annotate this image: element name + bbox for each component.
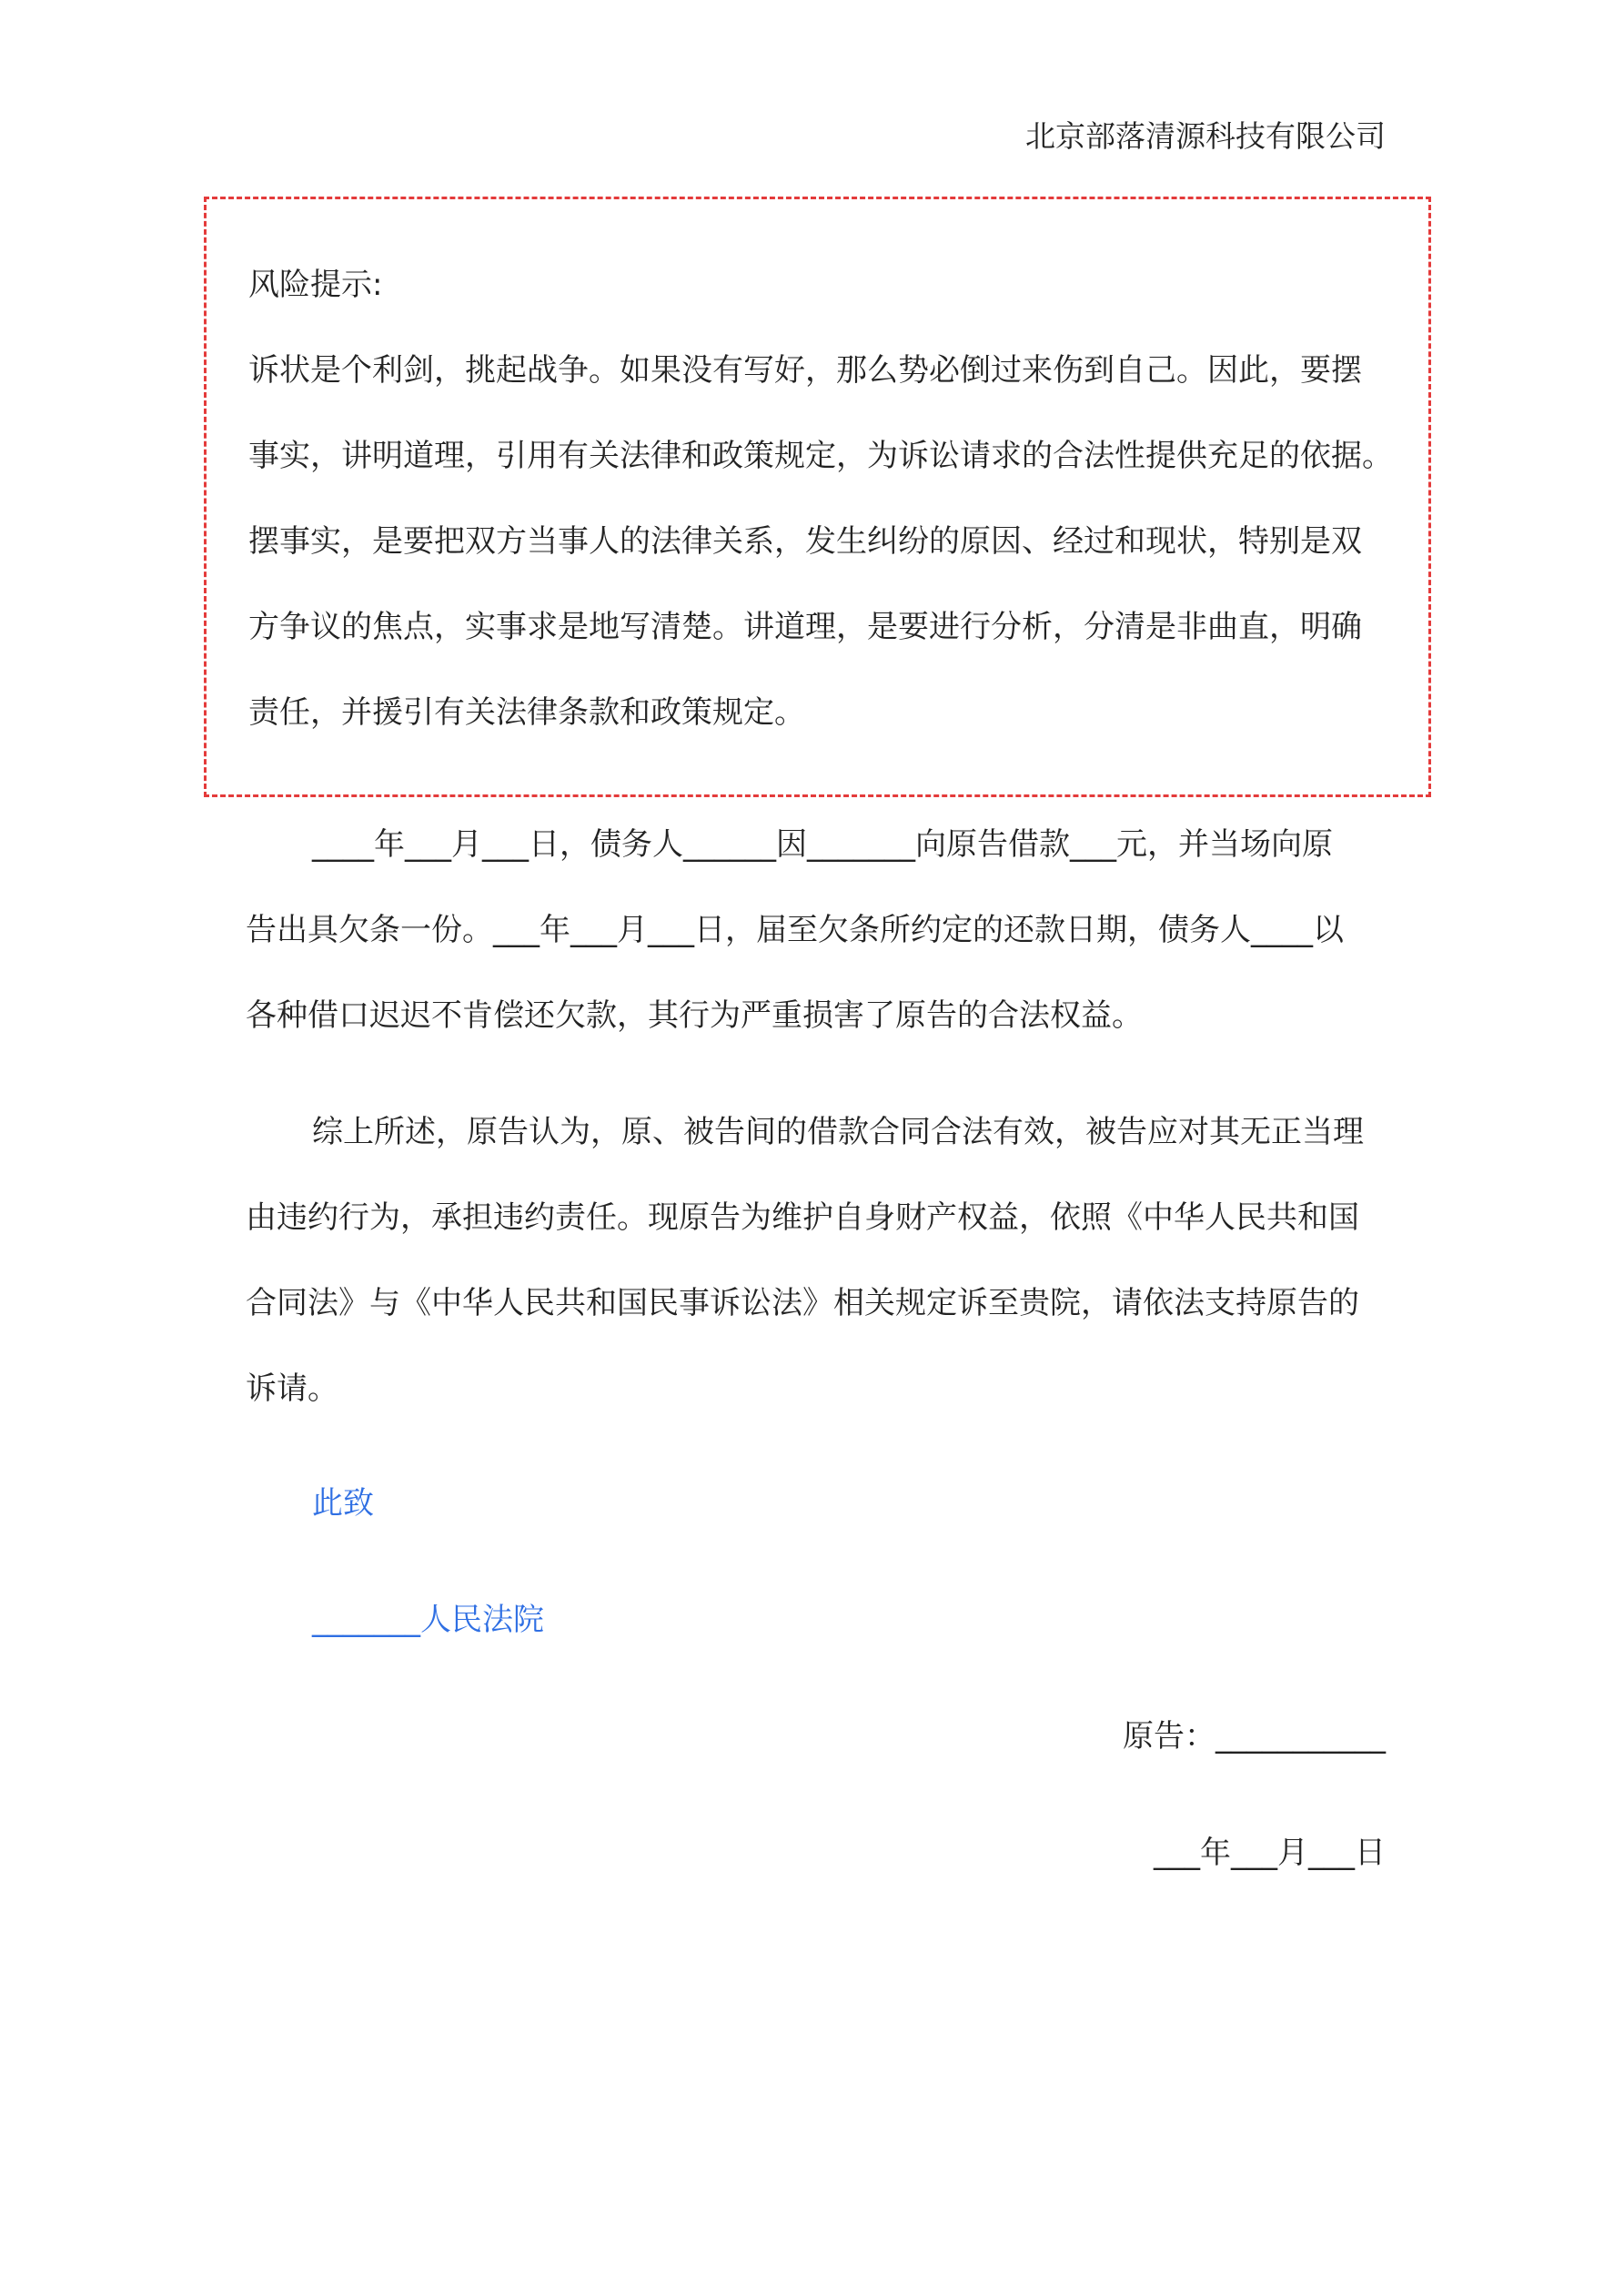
paragraph-1-line: 告出具欠条一份。___年___月___日，届至欠条所约定的还款日期，债务人____以 [246,912,1344,948]
paragraph-2-line: 综上所述，原告认为，原、被告间的借款合同合法有效，被告应对其无正当理 [312,1114,1364,1150]
risk-tip-line: 摆事实，是要把双方当事人的法律关系，发生纠纷的原因、经过和现状，特别是双 [248,523,1362,560]
risk-tip-line: 事实，讲明道理，引用有关法律和政策规定，为诉讼请求的合法性提供充足的依据。 [248,438,1393,474]
salutation: 此致 [312,1485,374,1522]
risk-tip-line: 方争议的焦点，实事求是地写清楚。讲道理，是要进行分析，分清是非曲直，明确 [248,609,1362,645]
paragraph-2-line: 诉请。 [246,1371,338,1407]
signing-date: ___年___月___日 [1154,1835,1386,1871]
paragraph-2-line: 合同法》与《中华人民共和国民事诉讼法》相关规定诉至贵院，请依法支持原告的 [246,1285,1359,1321]
plaintiff-signature: 原告：___________ [1123,1718,1386,1755]
risk-tip-line: 诉状是个利剑，挑起战争。如果没有写好，那么势必倒过来伤到自己。因此，要摆 [248,352,1362,389]
paragraph-2-line: 由违约行为，承担违约责任。现原告为维护自身财产权益，依照《中华人民共和国 [246,1199,1359,1236]
paragraph-1-line: ____年___月___日，债务人______因_______向原告借款___元，并当场向原 [312,826,1333,863]
risk-tip-title: 风险提示: [248,267,383,303]
risk-tip-line: 责任，并援引有关法律条款和政策规定。 [248,694,805,731]
risk-tip-box [204,197,1431,797]
company-header: 北京部落清源科技有限公司 [1025,118,1386,154]
paragraph-1-line: 各种借口迟迟不肯偿还欠款，其行为严重损害了原告的合法权益。 [246,997,1143,1034]
court-name: _______人民法院 [312,1602,544,1638]
